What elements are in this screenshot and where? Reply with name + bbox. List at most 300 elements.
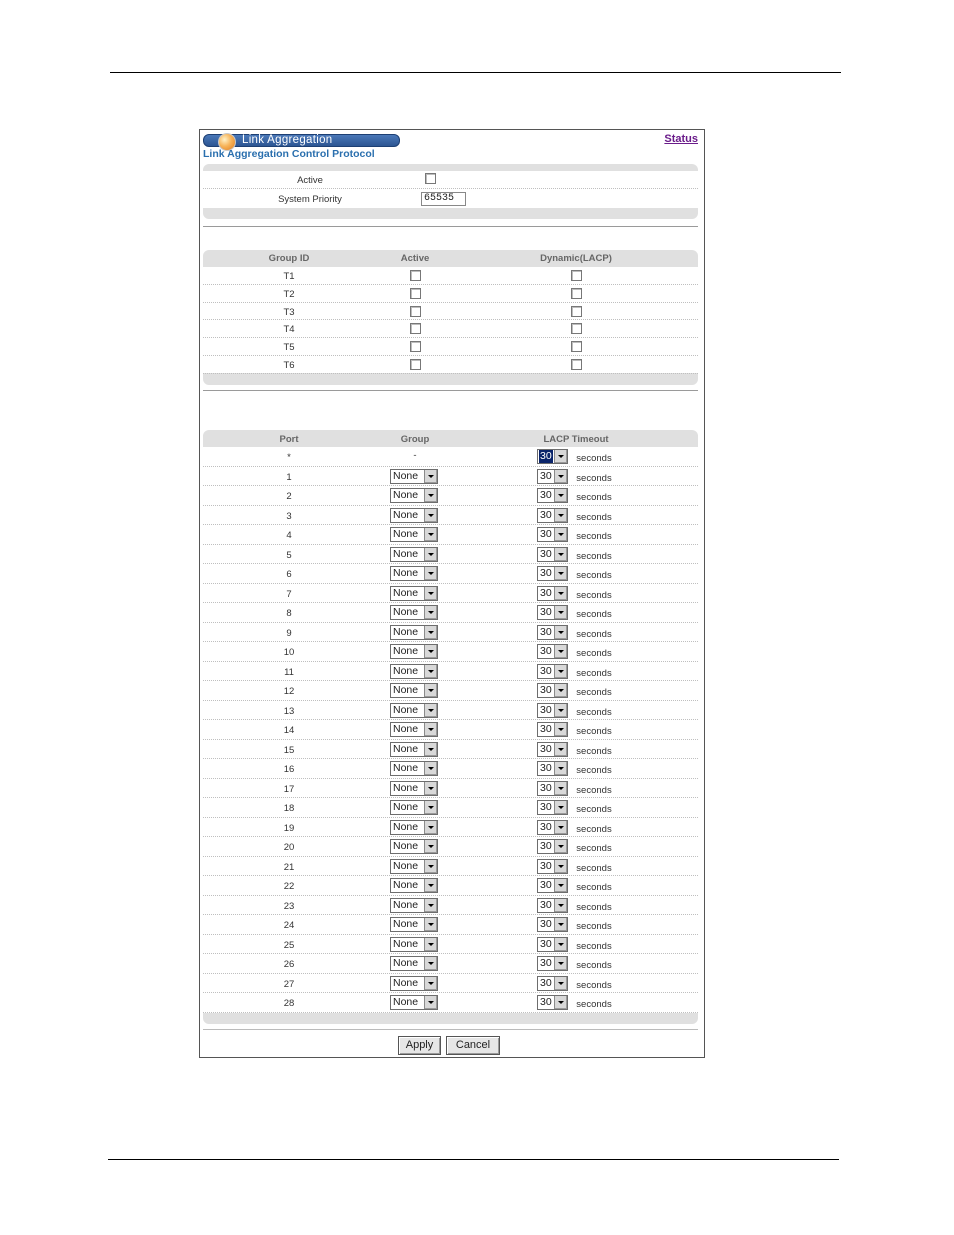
port-row	[203, 759, 698, 779]
group-select-value: None	[393, 469, 419, 482]
lacp-active-label: Active	[297, 175, 323, 186]
lacp-timeout-select[interactable]	[537, 800, 568, 815]
lacp-timeout-value: 30	[540, 469, 552, 482]
seconds-label: seconds	[576, 706, 612, 718]
port-row	[203, 642, 698, 662]
lacp-timeout-value: 30	[540, 762, 552, 774]
port-number: 17	[283, 783, 295, 795]
header-group-id: Group ID	[268, 253, 310, 264]
group-select[interactable]	[390, 800, 438, 815]
chevron-down-icon[interactable]	[424, 645, 437, 658]
group-dynamic-checkbox[interactable]	[571, 288, 582, 299]
group-select-value: None	[393, 957, 419, 969]
port-row	[203, 584, 698, 604]
port-number: 21	[283, 861, 295, 873]
group-select[interactable]	[390, 722, 438, 737]
group-select-value: None	[393, 762, 419, 774]
lacp-timeout-value: 30	[540, 996, 552, 1008]
lacp-timeout-select[interactable]	[537, 995, 568, 1010]
link-aggregation-window	[199, 129, 705, 1058]
port-number: 10	[283, 647, 295, 658]
group-select[interactable]	[390, 976, 438, 991]
chevron-down-icon[interactable]	[554, 840, 567, 853]
lacp-timeout-value: 30	[540, 684, 552, 696]
group-row	[203, 267, 698, 285]
page-top-rule	[110, 72, 841, 73]
port-number: 25	[283, 939, 295, 951]
port-number: 3	[286, 510, 292, 522]
status-link[interactable]: Status	[664, 133, 698, 145]
group-select-value: None	[393, 528, 419, 540]
group-select[interactable]	[390, 956, 438, 971]
port-number: 16	[283, 764, 295, 775]
seconds-label: seconds	[576, 765, 612, 776]
chevron-down-icon[interactable]	[424, 509, 437, 522]
port-row	[203, 720, 698, 740]
chevron-down-icon[interactable]	[554, 450, 567, 463]
lacp-timeout-value: 30	[540, 957, 552, 969]
group-select[interactable]	[390, 820, 438, 835]
header-active: Active	[400, 253, 430, 264]
group-select[interactable]	[390, 586, 438, 601]
chevron-down-icon[interactable]	[424, 470, 437, 483]
lacp-timeout-select[interactable]	[537, 976, 568, 991]
system-priority-label: System Priority	[278, 194, 342, 205]
lacp-timeout-select[interactable]	[537, 683, 568, 698]
seconds-label: seconds	[576, 784, 612, 796]
group-active-checkbox[interactable]	[410, 323, 421, 334]
seconds-label: seconds	[576, 492, 612, 503]
chevron-down-icon[interactable]	[554, 509, 567, 522]
group-id: T1	[283, 271, 295, 282]
port-number: 1	[286, 471, 292, 483]
port-row	[203, 564, 698, 584]
chevron-down-icon[interactable]	[424, 899, 437, 912]
lacp-timeout-value: 30	[540, 976, 552, 989]
lacp-timeout-select[interactable]	[537, 527, 568, 542]
group-select-value: None	[393, 567, 419, 579]
group-dynamic-checkbox[interactable]	[571, 341, 582, 352]
port-row	[203, 876, 698, 896]
lacp-timeout-value: 30	[540, 879, 552, 891]
chevron-down-icon[interactable]	[424, 860, 437, 873]
group-select[interactable]	[390, 469, 438, 484]
chevron-down-icon[interactable]	[554, 860, 567, 873]
chevron-down-icon[interactable]	[554, 977, 567, 990]
group-select-value: None	[393, 684, 419, 696]
group-select-value: None	[393, 879, 419, 891]
group-select-value: None	[393, 625, 419, 638]
lacp-timeout-select[interactable]	[537, 917, 568, 932]
chevron-down-icon[interactable]	[554, 879, 567, 892]
chevron-down-icon[interactable]	[554, 938, 567, 951]
group-select[interactable]	[390, 878, 438, 893]
chevron-down-icon[interactable]	[554, 996, 567, 1009]
group-select[interactable]	[390, 859, 438, 874]
group-select[interactable]	[390, 839, 438, 854]
lacp-timeout-value: 30	[540, 645, 552, 657]
port-row	[203, 993, 698, 1013]
group-select[interactable]	[390, 488, 438, 503]
group-select-value: None	[393, 645, 419, 657]
port-row	[203, 603, 698, 623]
group-dynamic-checkbox[interactable]	[571, 270, 582, 281]
chevron-down-icon[interactable]	[424, 977, 437, 990]
chevron-down-icon[interactable]	[424, 704, 437, 717]
port-number: *	[287, 452, 291, 463]
lacp-settings-panel	[203, 164, 698, 219]
port-row	[203, 954, 698, 974]
port-row	[203, 779, 698, 799]
lacp-timeout-value: 30	[540, 528, 552, 540]
group-select[interactable]	[390, 527, 438, 542]
seconds-label: seconds	[576, 823, 612, 835]
group-select-value: None	[393, 742, 419, 755]
title-banner	[203, 134, 400, 147]
group-active-checkbox[interactable]	[410, 359, 421, 370]
chevron-down-icon[interactable]	[554, 782, 567, 795]
chevron-down-icon[interactable]	[424, 957, 437, 970]
port-row	[203, 467, 698, 487]
port-row	[203, 681, 698, 701]
seconds-label: seconds	[576, 609, 612, 620]
chevron-down-icon[interactable]	[424, 743, 437, 756]
seconds-label: seconds	[576, 628, 612, 640]
separator-1	[203, 226, 698, 227]
group-row	[203, 356, 698, 374]
port-number: 24	[283, 920, 295, 931]
port-row	[203, 740, 698, 760]
chevron-down-icon[interactable]	[424, 762, 437, 775]
seconds-label: seconds	[576, 940, 612, 952]
seconds-label: seconds	[576, 726, 612, 737]
group-row	[203, 303, 698, 321]
port-row	[203, 818, 698, 838]
chevron-down-icon[interactable]	[424, 606, 437, 619]
lacp-timeout-value: 30	[540, 918, 552, 930]
seconds-label: seconds	[576, 570, 612, 581]
group-select-value: None	[393, 703, 419, 716]
chevron-down-icon[interactable]	[424, 918, 437, 931]
port-number: 12	[283, 686, 295, 697]
group-select-value: None	[393, 723, 419, 735]
lacp-timeout-select[interactable]	[537, 859, 568, 874]
chevron-down-icon[interactable]	[554, 957, 567, 970]
group-select-value: None	[393, 547, 419, 560]
group-select-value: None	[393, 976, 419, 989]
lacp-timeout-value: 30	[540, 567, 552, 579]
lacp-timeout-select[interactable]	[537, 898, 568, 913]
group-select[interactable]	[390, 664, 438, 679]
lacp-timeout-value: 30	[540, 898, 552, 911]
lacp-timeout-select[interactable]	[537, 761, 568, 776]
lacp-timeout-select[interactable]	[537, 937, 568, 952]
section-title: Link Aggregation Control Protocol	[203, 148, 375, 160]
chevron-down-icon[interactable]	[554, 548, 567, 561]
port-row	[203, 486, 698, 506]
seconds-label: seconds	[576, 472, 612, 484]
lacp-timeout-select[interactable]	[537, 508, 568, 523]
seconds-label: seconds	[576, 862, 612, 874]
port-number: 20	[283, 842, 295, 853]
group-select[interactable]	[390, 781, 438, 796]
seconds-label: seconds	[576, 550, 612, 562]
port-row	[203, 623, 698, 643]
lacp-timeout-select[interactable]	[537, 781, 568, 796]
cancel-button[interactable]: Cancel	[446, 1036, 500, 1055]
group-select[interactable]	[390, 566, 438, 581]
lacp-timeout-value: 30	[540, 840, 552, 852]
group-id: T2	[283, 288, 295, 300]
lacp-timeout-select[interactable]	[537, 722, 568, 737]
lacp-timeout-select[interactable]	[537, 488, 568, 503]
lacp-timeout-select[interactable]	[537, 586, 568, 601]
group-select[interactable]	[390, 547, 438, 562]
seconds-label: seconds	[576, 921, 612, 932]
lacp-timeout-select[interactable]	[537, 703, 568, 718]
group-select-value: None	[393, 606, 419, 618]
system-priority-input[interactable]: 65535	[421, 192, 466, 206]
chevron-down-icon[interactable]	[424, 801, 437, 814]
chevron-down-icon[interactable]	[424, 587, 437, 600]
chevron-down-icon[interactable]	[424, 665, 437, 678]
lacp-timeout-select[interactable]	[537, 956, 568, 971]
chevron-down-icon[interactable]	[554, 489, 567, 502]
group-select[interactable]	[390, 703, 438, 718]
chevron-down-icon[interactable]	[424, 723, 437, 736]
port-row	[203, 798, 698, 818]
lacp-timeout-value: 30	[540, 781, 552, 794]
group-active-checkbox[interactable]	[410, 288, 421, 299]
group-select-value: None	[393, 586, 419, 599]
port-number: 19	[283, 822, 295, 834]
group-select-value: None	[393, 918, 419, 930]
page-title: Link Aggregation	[242, 134, 333, 146]
group-select-value: None	[393, 489, 419, 501]
lacp-timeout-value: 30	[540, 937, 552, 950]
group-active-checkbox[interactable]	[410, 306, 421, 317]
seconds-label: seconds	[576, 745, 612, 757]
group-select[interactable]	[390, 508, 438, 523]
lacp-timeout-select[interactable]	[537, 820, 568, 835]
port-row	[203, 837, 698, 857]
group-select[interactable]	[390, 644, 438, 659]
apply-button[interactable]: Apply	[398, 1036, 441, 1055]
lacp-timeout-select[interactable]	[537, 547, 568, 562]
seconds-label: seconds	[576, 882, 612, 893]
port-number: 27	[283, 978, 295, 990]
group-active-checkbox[interactable]	[410, 270, 421, 281]
port-number: 18	[283, 803, 295, 814]
header-port: Port	[279, 434, 299, 445]
seconds-label: seconds	[576, 453, 612, 464]
port-row	[203, 896, 698, 916]
chevron-down-icon[interactable]	[554, 801, 567, 814]
group-select[interactable]	[390, 898, 438, 913]
port-number: 4	[286, 530, 292, 541]
group-select[interactable]	[390, 995, 438, 1010]
seconds-label: seconds	[576, 511, 612, 523]
lacp-timeout-value: 30	[540, 450, 552, 462]
group-select-value: None	[393, 820, 419, 833]
group-select-value: None	[393, 898, 419, 911]
group-select-value: None	[393, 781, 419, 794]
chevron-down-icon[interactable]	[554, 665, 567, 678]
port-row	[203, 506, 698, 526]
chevron-down-icon[interactable]	[554, 626, 567, 639]
lacp-timeout-value: 30	[540, 606, 552, 618]
seconds-label: seconds	[576, 687, 612, 698]
seconds-label: seconds	[576, 804, 612, 815]
group-id: T6	[283, 360, 295, 371]
lacp-timeout-value: 30	[540, 664, 552, 677]
chevron-down-icon[interactable]	[554, 587, 567, 600]
port-number: 7	[286, 588, 292, 600]
lacp-timeout-select[interactable]	[537, 839, 568, 854]
chevron-down-icon[interactable]	[554, 470, 567, 483]
lacp-timeout-value: 30	[540, 586, 552, 599]
chevron-down-icon[interactable]	[554, 743, 567, 756]
group-id: T5	[283, 342, 295, 354]
group-select-value: None	[393, 859, 419, 872]
seconds-label: seconds	[576, 843, 612, 854]
group-dynamic-checkbox[interactable]	[571, 323, 582, 334]
lacp-active-checkbox[interactable]	[425, 173, 436, 184]
port-number: 15	[283, 744, 295, 756]
group-select[interactable]	[390, 605, 438, 620]
chevron-down-icon[interactable]	[554, 918, 567, 931]
seconds-label: seconds	[576, 648, 612, 659]
chevron-down-icon[interactable]	[424, 684, 437, 697]
seconds-label: seconds	[576, 667, 612, 679]
group-row	[203, 338, 698, 356]
group-select-value: None	[393, 996, 419, 1008]
lacp-timeout-value: 30	[540, 508, 552, 521]
chevron-down-icon[interactable]	[554, 645, 567, 658]
lacp-timeout-value: 30	[540, 859, 552, 872]
port-number: 11	[284, 666, 294, 678]
group-select-value: None	[393, 801, 419, 813]
chevron-down-icon[interactable]	[554, 723, 567, 736]
port-row	[203, 857, 698, 877]
port-number: 2	[286, 491, 292, 502]
header-lacp-timeout: LACP Timeout	[543, 434, 609, 445]
chevron-down-icon[interactable]	[424, 840, 437, 853]
chevron-down-icon[interactable]	[554, 821, 567, 834]
header-group: Group	[400, 434, 430, 445]
group-table	[203, 250, 698, 385]
chevron-down-icon[interactable]	[424, 626, 437, 639]
port-row	[203, 545, 698, 565]
port-number: 22	[283, 881, 295, 892]
port-row	[203, 915, 698, 935]
group-select[interactable]	[390, 761, 438, 776]
lacp-timeout-select[interactable]	[537, 469, 568, 484]
port-number: 8	[286, 608, 292, 619]
chevron-down-icon[interactable]	[424, 528, 437, 541]
port-number: 28	[283, 998, 295, 1009]
lacp-timeout-value: 30	[540, 820, 552, 833]
group-row	[203, 285, 698, 303]
port-row	[203, 662, 698, 682]
chevron-down-icon[interactable]	[554, 528, 567, 541]
port-number: 6	[286, 569, 292, 580]
lacp-timeout-select[interactable]	[537, 644, 568, 659]
separator-2	[203, 390, 698, 391]
lacp-timeout-value: 30	[540, 703, 552, 716]
chevron-down-icon[interactable]	[424, 938, 437, 951]
lacp-timeout-value: 30	[540, 547, 552, 560]
lacp-timeout-value: 30	[540, 742, 552, 755]
group-select[interactable]	[390, 937, 438, 952]
port-number: 23	[283, 900, 295, 912]
lacp-timeout-select[interactable]	[537, 449, 568, 464]
lacp-timeout-select[interactable]	[537, 605, 568, 620]
chevron-down-icon[interactable]	[424, 821, 437, 834]
port-row	[203, 935, 698, 955]
lacp-timeout-select[interactable]	[537, 742, 568, 757]
seconds-label: seconds	[576, 589, 612, 601]
port-row	[203, 701, 698, 721]
seconds-label: seconds	[576, 531, 612, 542]
port-number: 5	[286, 549, 292, 561]
group-select[interactable]	[390, 625, 438, 640]
lacp-timeout-select[interactable]	[537, 625, 568, 640]
lacp-timeout-value: 30	[540, 723, 552, 735]
group-row	[203, 320, 698, 338]
chevron-down-icon[interactable]	[424, 489, 437, 502]
group-select[interactable]	[390, 683, 438, 698]
group-select-value: None	[393, 840, 419, 852]
seconds-label: seconds	[576, 901, 612, 913]
chevron-down-icon[interactable]	[424, 996, 437, 1009]
lacp-timeout-select[interactable]	[537, 566, 568, 581]
chevron-down-icon[interactable]	[554, 704, 567, 717]
header-dynamic-lacp: Dynamic(LACP)	[540, 253, 612, 264]
chevron-down-icon[interactable]	[554, 762, 567, 775]
chevron-down-icon[interactable]	[424, 879, 437, 892]
chevron-down-icon[interactable]	[424, 567, 437, 580]
lacp-timeout-select[interactable]	[537, 664, 568, 679]
lacp-timeout-value: 30	[540, 489, 552, 501]
group-select-value: None	[393, 508, 419, 521]
separator-3	[203, 1029, 698, 1030]
chevron-down-icon[interactable]	[554, 567, 567, 580]
port-row	[203, 974, 698, 994]
group-select[interactable]	[390, 742, 438, 757]
system-priority-row	[203, 189, 698, 208]
group-id: T4	[283, 324, 295, 336]
seconds-label: seconds	[576, 999, 612, 1010]
chevron-down-icon[interactable]	[424, 548, 437, 561]
port-number: 14	[283, 725, 295, 736]
group-all-placeholder: -	[413, 450, 417, 461]
chevron-down-icon[interactable]	[554, 899, 567, 912]
chevron-down-icon[interactable]	[554, 684, 567, 697]
port-number: 13	[283, 705, 295, 717]
chevron-down-icon[interactable]	[554, 606, 567, 619]
group-select-value: None	[393, 937, 419, 950]
chevron-down-icon[interactable]	[424, 782, 437, 795]
lacp-timeout-select[interactable]	[537, 878, 568, 893]
group-active-checkbox[interactable]	[410, 341, 421, 352]
group-select-value: None	[393, 664, 419, 677]
group-dynamic-checkbox[interactable]	[571, 359, 582, 370]
group-dynamic-checkbox[interactable]	[571, 306, 582, 317]
port-number: 26	[283, 959, 295, 970]
port-number: 9	[286, 627, 292, 639]
group-select[interactable]	[390, 917, 438, 932]
